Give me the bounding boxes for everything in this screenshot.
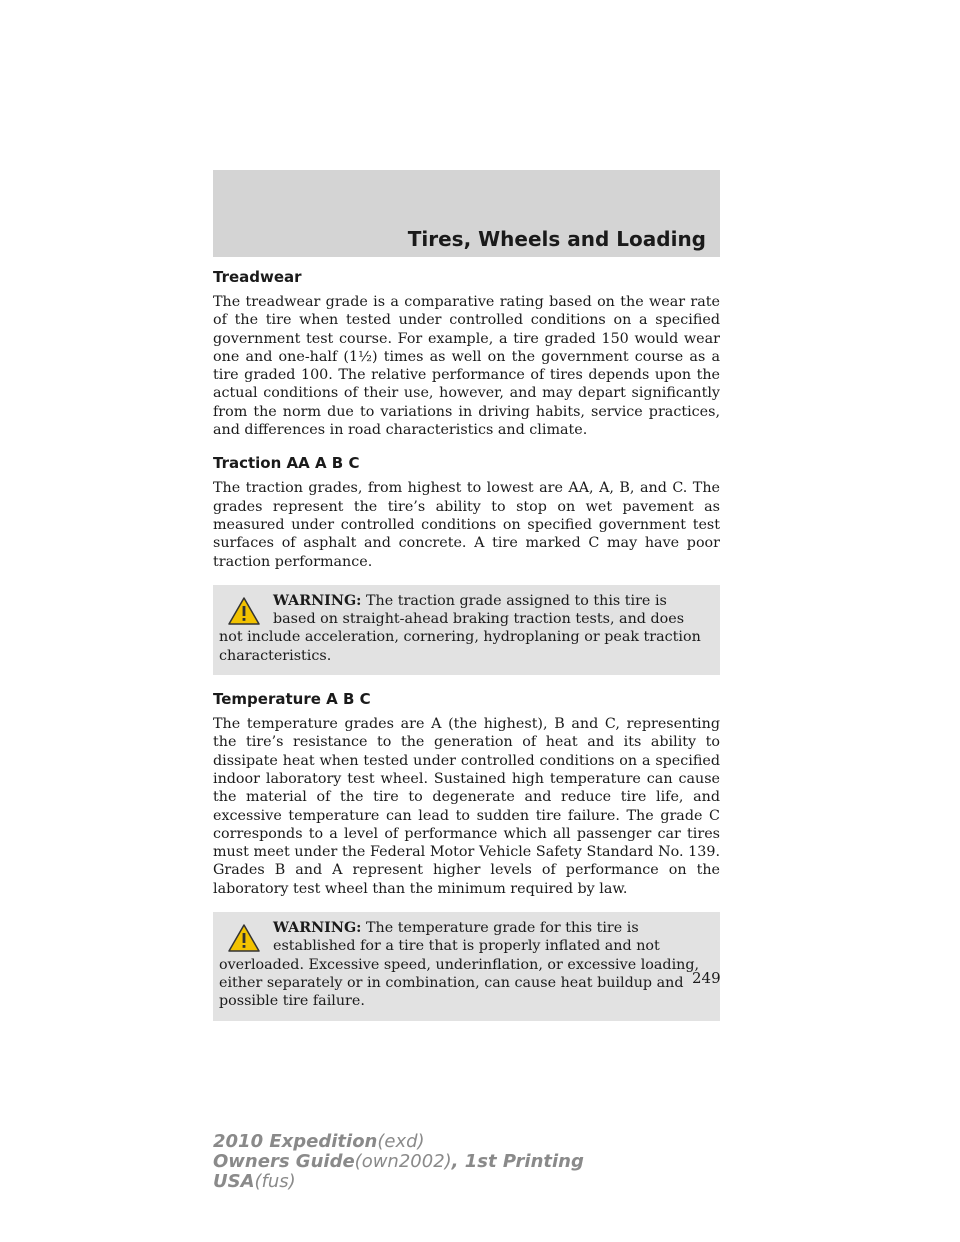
footer-line-1 <box>213 1132 584 1152</box>
traction-heading: Traction AA A B C <box>213 454 360 473</box>
warning-label: WARNING: <box>273 920 362 937</box>
warning-text: The traction grade assigned to this tire is based on straight-ahead braking traction tests, and does not include acceleration, cornering, hydroplaning or peak traction characteristics. <box>219 592 701 664</box>
footer-model-code: (exd) <box>377 1131 425 1152</box>
treadwear-body: The treadwear grade is a comparative rating based on the wear rate of the tire when tested under controlled conditions on a specified government test course. For example, a tire graded 150 would wear one and one-half (1½) times as well on the government course as a tire graded 100. The relative performance of tires depends upon the actual conditions of their use, however, and may depart significantly from the norm due to variations in driving habits, service practices, and differences in road characteristics and climate. <box>213 294 720 439</box>
traction-warning-box <box>213 585 720 675</box>
footer-guide: Owners Guide <box>213 1151 355 1172</box>
header-band <box>213 170 720 257</box>
warning-text: The temperature grade for this tire is established for a tire that is properly inflated and not overloaded. Excessive speed, underinflation, or excessive loading, either separately or in combination, can cause heat buildup and possible tire failure. <box>219 920 700 1010</box>
page-content <box>213 267 720 1035</box>
traction-body: The traction grades, from highest to lowest are AA, A, B, and C. The grades represent the tire’s ability to stop on wet pavement as measured under controlled conditions on specified government test surfaces of asphalt and concrete. A tire marked C may have poor traction performance. <box>213 480 720 570</box>
page-number: 249 <box>692 969 721 987</box>
warning-triangle-icon <box>227 923 261 953</box>
footer-line-2 <box>213 1152 584 1172</box>
footer-printing: , 1st Printing <box>451 1151 584 1172</box>
footer-market-code: (fus) <box>254 1171 296 1192</box>
footer-imprint <box>213 1132 584 1192</box>
temperature-warning-box <box>213 912 720 1020</box>
temperature-body: The temperature grades are A (the highest), B and C, representing the tire’s resistance to the generation of heat and its ability to dissipate heat when tested under controlled conditions on a specified indoor laboratory test wheel. Sustained high temperature can cause the material of the tire to degenerate and reduce tire life, and excessive temperature can lead to sudden tire failure. The grade C corresponds to a level of performance which all passenger car tires must meet under the Federal Motor Vehicle Safety Standard No. 139. Grades B and A represent higher levels of performance on the laboratory test wheel than the minimum required by law. <box>213 716 720 897</box>
section-title: Tires, Wheels and Loading <box>407 227 706 251</box>
temperature-heading: Temperature A B C <box>213 690 371 709</box>
warning-triangle-icon <box>227 596 261 626</box>
footer-line-3 <box>213 1172 584 1192</box>
footer-guide-code: (own2002) <box>354 1151 452 1172</box>
footer-market: USA <box>213 1171 255 1192</box>
warning-label: WARNING: <box>273 592 362 609</box>
treadwear-heading: Treadwear <box>213 268 302 286</box>
footer-model: 2010 Expedition <box>213 1131 378 1152</box>
